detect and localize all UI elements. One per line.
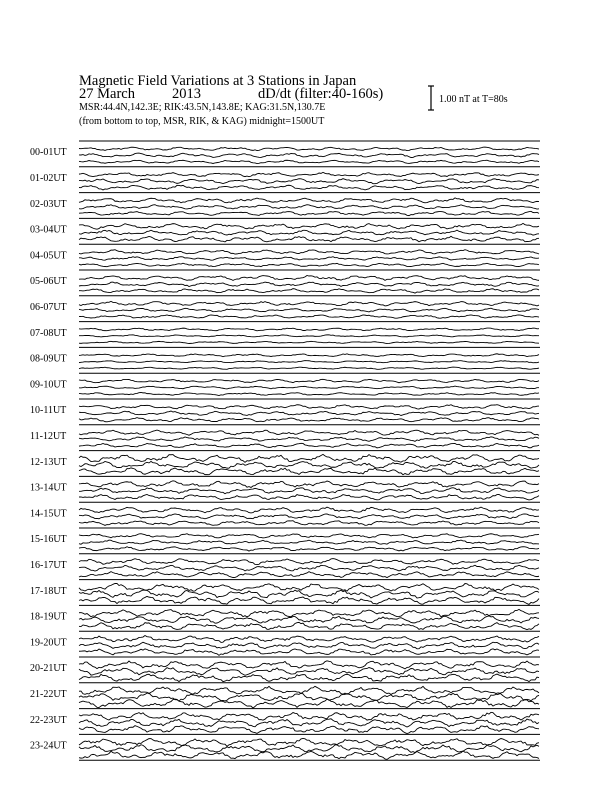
panel-label: 12-13UT [30, 456, 67, 468]
trace-kag [79, 275, 539, 280]
trace-kag [79, 481, 539, 488]
panel-label: 19-20UT [30, 637, 67, 649]
panel-label: 03-04UT [30, 224, 67, 236]
chart-title: Magnetic Field Variations at 3 Stations in Japan [79, 73, 357, 89]
trace-rik [79, 282, 539, 286]
panel-label: 23-24UT [30, 740, 67, 752]
trace-rik [79, 179, 539, 184]
panel-label: 17-18UT [30, 585, 67, 597]
chart-quantity: dD/dt (filter:40-160s) [258, 86, 384, 102]
scale-bar-label: 1.00 nT at T=80s [439, 94, 508, 105]
station-coordinates: MSR:44.4N,142.3E; RIK:43.5N,143.8E; KAG:31.5N,130.7E [79, 102, 326, 113]
trace-rik [79, 230, 539, 235]
trace-kag [79, 328, 539, 331]
trace-rik [79, 488, 539, 494]
trace-kag [79, 686, 539, 694]
trace-rik [79, 257, 539, 261]
trace-rik [79, 540, 539, 544]
panel-label: 16-17UT [30, 559, 67, 571]
trace-msr [79, 367, 539, 369]
trace-rik [79, 719, 539, 727]
trace-kag [79, 534, 539, 538]
panel-label: 06-07UT [30, 301, 67, 313]
panel-label: 15-16UT [30, 534, 67, 546]
trace-kag [79, 738, 539, 746]
trace-rik [79, 461, 539, 468]
chart-year: 2013 [172, 86, 201, 102]
trace-msr [79, 341, 539, 343]
trace-kag [79, 405, 539, 409]
trace-kag [79, 172, 539, 176]
trace-kag [79, 454, 539, 462]
panel-label: 09-10UT [30, 379, 67, 391]
scale-bar [428, 86, 434, 110]
trace-kag [79, 661, 539, 669]
trace-kag [79, 223, 539, 229]
trace-msr [79, 315, 539, 318]
panel-label: 10-11UT [30, 405, 67, 417]
trace-msr [79, 674, 539, 682]
trace-msr [79, 468, 539, 475]
trace-msr [79, 160, 539, 163]
panel-label: 21-22UT [30, 688, 67, 700]
panel-label: 08-09UT [30, 353, 67, 365]
trace-rik [79, 437, 539, 441]
trace-kag [79, 712, 539, 720]
trace-kag [79, 559, 539, 565]
trace-rik [79, 616, 539, 623]
trace-msr [79, 547, 539, 551]
trace-msr [79, 699, 539, 708]
trace-msr [79, 726, 539, 734]
trace-msr [79, 622, 539, 629]
trace-kag [79, 583, 539, 591]
trace-msr [79, 392, 539, 395]
trace-rik [79, 745, 539, 753]
trace-rik [79, 308, 539, 312]
panel-label: 20-21UT [30, 663, 67, 675]
trace-kag [79, 354, 539, 357]
station-order-note: (from bottom to top, MSR, RIK, & KAG) midnight=1500UT [79, 116, 325, 127]
trace-msr [79, 236, 539, 242]
trace-kag [79, 379, 539, 382]
trace-msr [79, 443, 539, 448]
panel-label: 02-03UT [30, 198, 67, 210]
panel-label: 01-02UT [30, 172, 67, 184]
panel-label: 00-01UT [30, 147, 67, 159]
panel-label: 14-15UT [30, 508, 67, 520]
trace-kag [79, 609, 539, 616]
trace-kag [79, 250, 539, 254]
trace-msr [79, 649, 539, 656]
trace-rik [79, 565, 539, 571]
trace-msr [79, 211, 539, 215]
trace-kag [79, 430, 539, 435]
panel-label: 11-12UT [30, 430, 67, 442]
trace-msr [79, 521, 539, 526]
trace-rik [79, 693, 539, 701]
trace-rik [79, 411, 539, 415]
trace-rik [79, 361, 539, 363]
trace-msr [79, 494, 539, 499]
chart-date: 27 March [79, 86, 135, 102]
trace-msr [79, 185, 539, 190]
trace-msr [79, 751, 539, 759]
trace-msr [79, 572, 539, 578]
trace-rik [79, 153, 539, 157]
trace-kag [79, 636, 539, 643]
trace-msr [79, 596, 539, 604]
trace-kag [79, 301, 539, 306]
trace-rik [79, 514, 539, 519]
panel-label: 18-19UT [30, 611, 67, 623]
trace-rik [79, 386, 539, 389]
trace-rik [79, 335, 539, 337]
trace-rik [79, 642, 539, 649]
panel-label: 05-06UT [30, 276, 67, 288]
trace-rik [79, 205, 539, 209]
trace-kag [79, 198, 539, 203]
panel-label: 07-08UT [30, 327, 67, 339]
trace-msr [79, 263, 539, 266]
trace-kag [79, 147, 539, 150]
panel-label: 22-23UT [30, 714, 67, 726]
panel-label: 13-14UT [30, 482, 67, 494]
trace-msr [79, 289, 539, 293]
trace-msr [79, 418, 539, 422]
panel-label: 04-05UT [30, 250, 67, 262]
trace-kag [79, 507, 539, 513]
